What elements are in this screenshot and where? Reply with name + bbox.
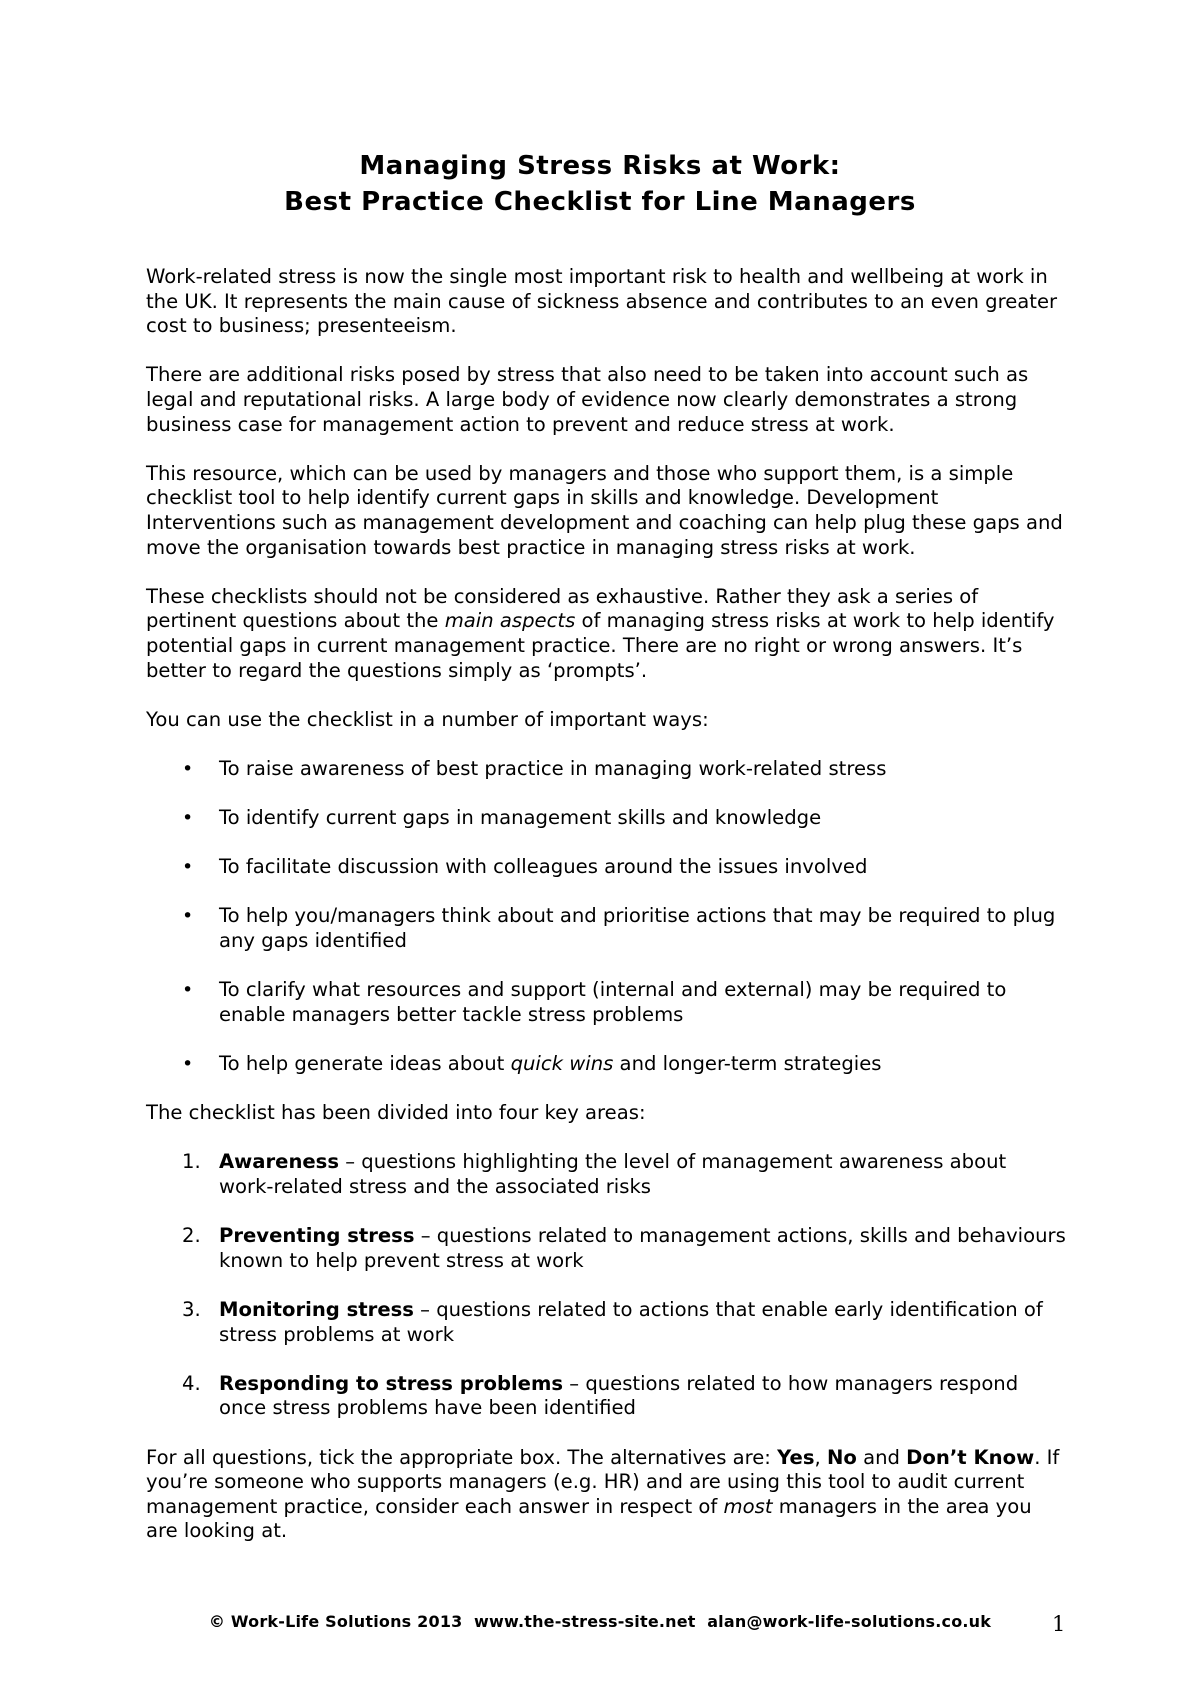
key-area-heading: Awareness (219, 1150, 340, 1174)
title-line-1: Managing Stress Risks at Work: (359, 151, 841, 181)
list-item-text: To help you/managers think about and prioritise actions that may be required to plug any gaps identified (219, 904, 1056, 953)
bullet-last-before: To help generate ideas about (219, 1052, 511, 1075)
list-item (146, 757, 1066, 782)
list-item (146, 1052, 1066, 1077)
paragraph-additional-risks: There are additional risks posed by stress that also need to be taken into account such as legal and reputational risks. A large body of evidence now clearly demonstrates a strong business case for management action to prevent and reduce stress at work. (146, 363, 1029, 436)
footer-copyright: © Work-Life Solutions 2013 (208, 1612, 463, 1631)
key-area-item (146, 1298, 1066, 1347)
bullet-last-after: and longer-term strategies (613, 1052, 882, 1075)
document-title (0, 148, 1200, 220)
p7-and: and (856, 1445, 907, 1469)
list-item (146, 806, 1066, 831)
key-areas-list (146, 1150, 1066, 1421)
footer-email: alan@work-life-solutions.co.uk (707, 1612, 992, 1631)
paragraph-ways-intro: You can use the checklist in a number of important ways: (146, 707, 709, 731)
p7-no: No (826, 1445, 857, 1469)
paragraph-instructions (146, 1446, 1066, 1544)
key-area-heading: Preventing stress (219, 1224, 415, 1248)
list-item-text: To identify current gaps in management skills and knowledge (219, 806, 822, 830)
p7-text-b: . If you’re someone who supports managers (e.g. HR) and are using this tool to audit current management practice, consider each answer in respect of (146, 1445, 1060, 1518)
list-item (146, 978, 1066, 1027)
key-area-heading: Responding to stress problems (219, 1371, 564, 1395)
bullet-icon: • (182, 905, 194, 928)
key-area-text: – questions related to management actions, skills and behaviours known to help prevent stress at work (219, 1224, 1066, 1272)
item-number: 4. (182, 1371, 201, 1395)
key-area-item (146, 1372, 1066, 1421)
bullet-last-emphasis: quick wins (510, 1052, 614, 1075)
bullet-icon: • (182, 1053, 194, 1075)
key-area-item (146, 1150, 1066, 1199)
page-number: 1 (1052, 1612, 1066, 1636)
p7-dont-know: Don’t Know (906, 1445, 1035, 1469)
p7-comma: , (814, 1445, 827, 1469)
item-number: 2. (182, 1224, 201, 1248)
p4-emphasis: main aspects (444, 609, 576, 633)
p4-text-before: These checklists should not be considered as exhaustive. Rather they ask a series of pertinent questions about the (146, 584, 979, 633)
list-item-text: To facilitate discussion with colleagues around the issues involved (219, 855, 868, 879)
list-item-text (219, 1052, 881, 1075)
p7-text-c: managers in the area you are looking at. (146, 1494, 1032, 1543)
document-body (146, 265, 1066, 1568)
ways-list (146, 757, 1066, 1077)
item-number: 3. (182, 1297, 201, 1321)
footer-website: www.the-stress-site.net (474, 1612, 696, 1631)
bullet-icon: • (182, 979, 194, 1002)
paragraph-intro: Work-related stress is now the single most important risk to health and wellbeing at work in the UK. It represents the main cause of sickness absence and contributes to an even greater cost to business; presenteeism. (146, 265, 1058, 338)
list-item (146, 855, 1066, 880)
key-area-item (146, 1224, 1066, 1273)
key-area-heading: Monitoring stress (219, 1297, 414, 1321)
list-item-text: To raise awareness of best practice in managing work-related stress (219, 756, 887, 780)
paragraph-checklists (146, 585, 1066, 683)
p4-text-after: of managing stress risks at work to help identify potential gaps in current management practice. There are no right or wrong answers. It’s better to regard the questions simply as ‘prompts’. (146, 609, 1055, 682)
bullet-icon: • (182, 757, 194, 780)
bullet-icon: • (182, 856, 194, 879)
list-item-text: To clarify what resources and support (internal and external) may be required to enable managers better tackle stress problems (219, 978, 1007, 1026)
p7-text-a: For all questions, tick the appropriate box. The alternatives are: (146, 1445, 778, 1469)
page-footer (0, 1612, 1200, 1631)
list-item (146, 904, 1066, 953)
key-area-text: – questions related to how managers respond once stress problems have been identified (219, 1371, 1019, 1420)
item-number: 1. (182, 1150, 201, 1174)
key-area-text: – questions related to actions that enable early identification of stress problems at work (219, 1297, 1043, 1346)
p7-most: most (723, 1494, 773, 1518)
paragraph-areas-intro: The checklist has been divided into four key areas: (146, 1101, 646, 1125)
paragraph-resource: This resource, which can be used by managers and those who support them, is a simple checklist tool to help identify current gaps in skills and knowledge. Development Interventions such as management development and coaching can help plug these gaps and move the organisation towards best practice in managing stress risks at work. (146, 461, 1063, 559)
title-line-2: Best Practice Checklist for Line Managers (284, 187, 916, 217)
p7-yes: Yes (777, 1445, 815, 1469)
bullet-icon: • (182, 807, 194, 830)
key-area-text: – questions highlighting the level of management awareness about work-related stress and the associated risks (219, 1150, 1007, 1198)
